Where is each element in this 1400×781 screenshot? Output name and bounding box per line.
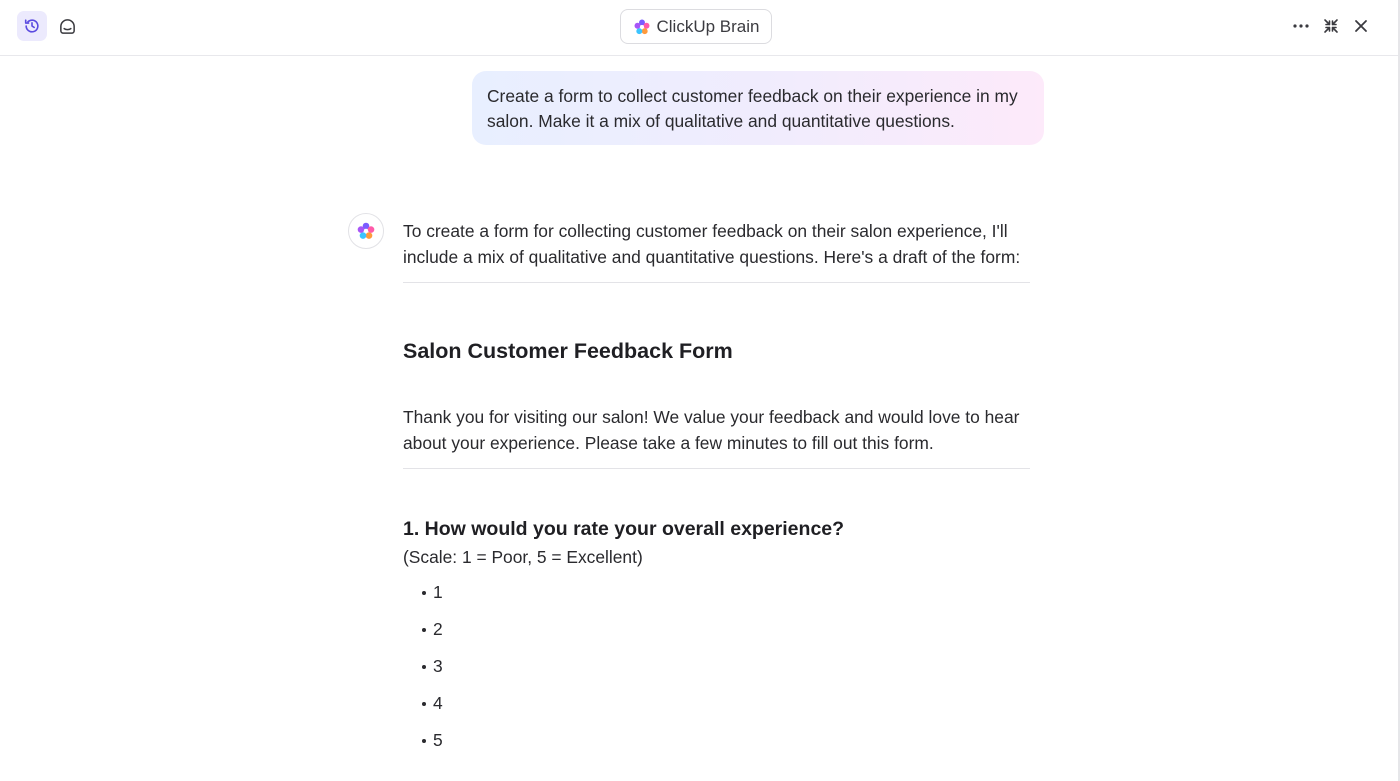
divider [403,282,1030,283]
more-icon [1292,23,1310,29]
header-bar [0,0,1398,56]
divider [403,468,1030,469]
form-title: Salon Customer Feedback Form [403,339,733,363]
user-message-text: Create a form to collect customer feedback on their experience in my salon. Make it a mix of qualitative and quantitative questions. [487,86,1018,131]
history-button[interactable] [17,11,47,41]
list-item: 1 [403,579,1033,616]
ai-intro-text: To create a form for collecting customer feedback on their salon experience, I'll include a mix of qualitative and quantitative questions. Here's a draft of the form: [403,221,1021,267]
close-button[interactable] [1346,11,1376,41]
inbox-button[interactable] [52,11,82,41]
question-scale: (Scale: 1 = Poor, 5 = Excellent) [403,547,643,567]
list-item: 5 [403,727,1033,764]
history-icon [23,17,41,35]
list-item: 3 [403,653,1033,690]
close-icon [1354,19,1368,33]
brain-title-button[interactable] [620,9,772,44]
ai-avatar [348,213,384,249]
more-options-button[interactable] [1286,11,1316,41]
list-item: 2 [403,616,1033,653]
clickup-brain-logo-icon [633,18,651,36]
question-title: 1. How would you rate your overall experience? [403,518,845,540]
ai-response [403,218,1033,764]
collapse-button[interactable] [1316,11,1346,41]
list-item: 4 [403,690,1033,727]
clickup-brain-avatar-icon [356,221,376,241]
inbox-icon [58,17,77,36]
rating-options-list [403,579,1033,764]
brain-title: ClickUp Brain [656,16,760,36]
collapse-icon [1323,18,1339,34]
user-message-bubble [472,71,1044,145]
form-description: Thank you for visiting our salon! We value your feedback and would love to hear about your experience. Please take a few minutes to fill out this form. [403,407,1020,453]
